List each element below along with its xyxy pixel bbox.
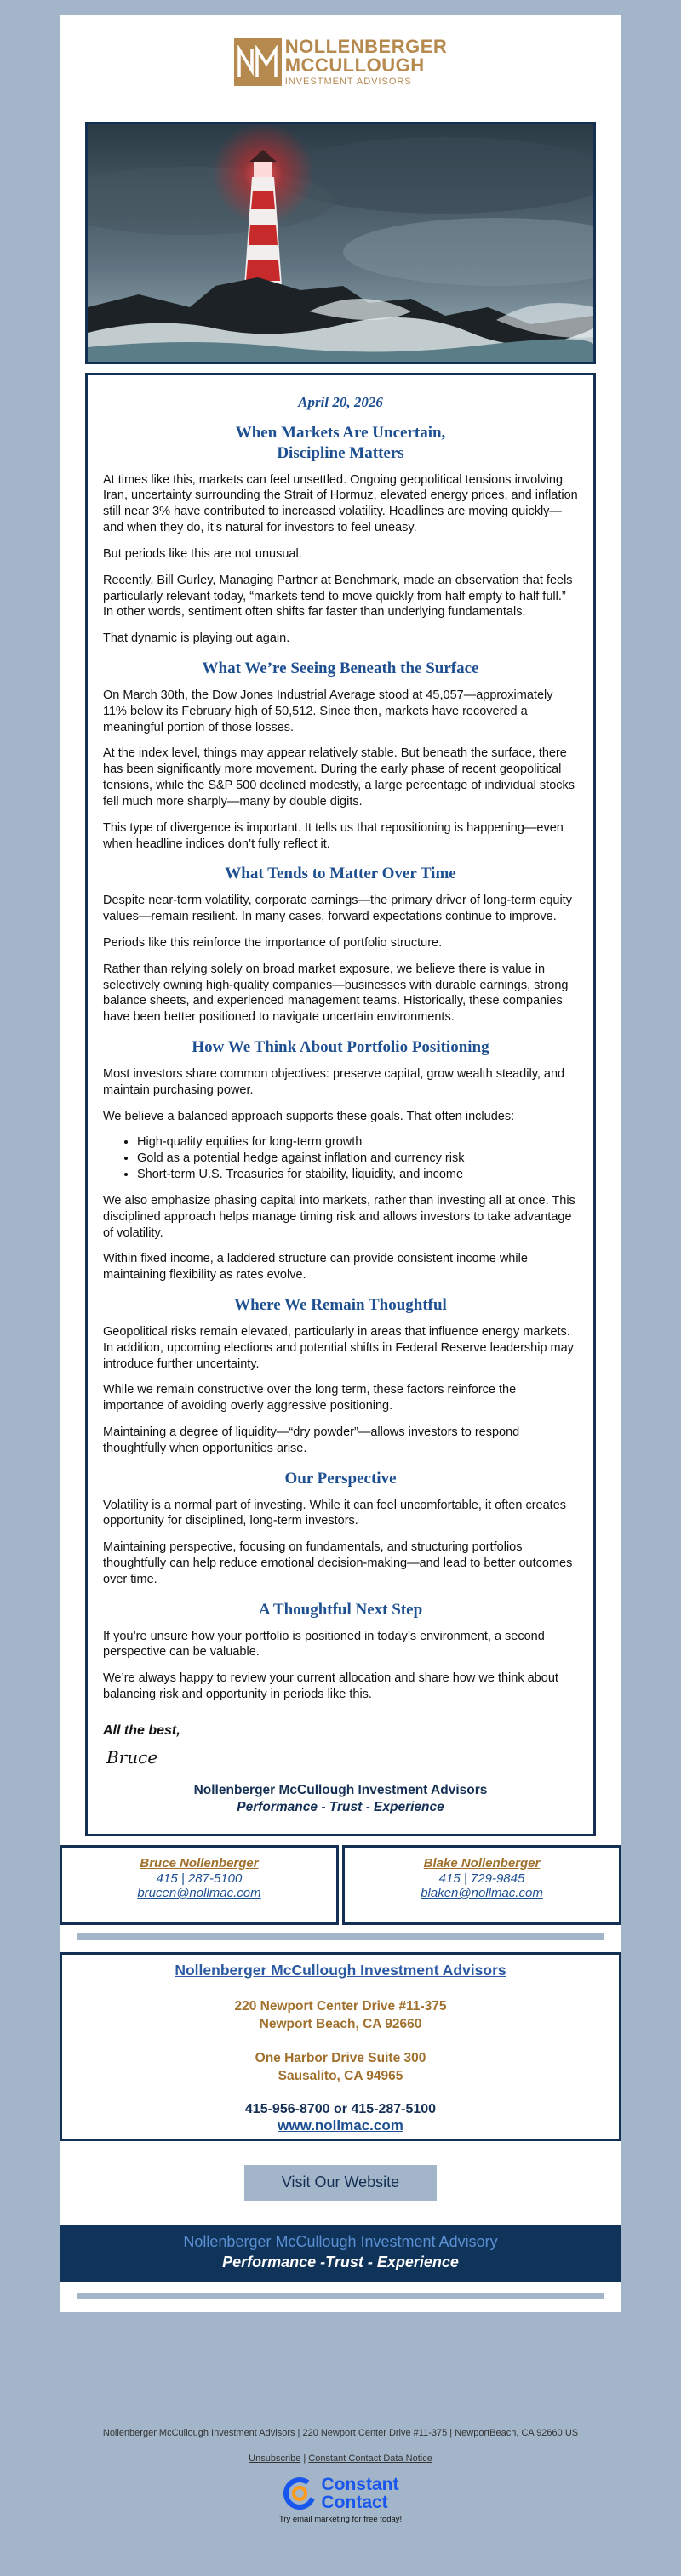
section-paragraph: If you’re unsure how your portfolio is positioned in today’s environment, a second perspective can be valuable. bbox=[103, 1629, 545, 1659]
office-1-city: Newport Beach, CA 92660 bbox=[259, 2016, 422, 2031]
divider bbox=[77, 1933, 604, 1940]
section-paragraph: Volatility is a normal part of investing. While it can feel uncomfortable, it often creates opportunity for disciplined, long-term investors. bbox=[103, 1498, 567, 1528]
contact-phone: 415 | 287-5100 bbox=[156, 1871, 243, 1886]
list-item: • High-quality equities for long-term growth bbox=[137, 1134, 578, 1151]
visit-website-button[interactable]: Visit Our Website bbox=[244, 2165, 437, 2201]
allocation-list bbox=[103, 1134, 578, 1183]
section-paragraph: Most investors share common objectives: preserve capital, grow wealth steadily, and maintain purchasing power. bbox=[103, 1066, 565, 1097]
logo-line-2: MCCULLOUGH bbox=[284, 54, 425, 76]
footer-firm-link[interactable]: Nollenberger McCullough Investment Advisory bbox=[183, 2232, 498, 2250]
logo-line-1: NOLLENBERGER bbox=[284, 36, 448, 57]
office-phones: 415-956-8700 or 415-287-5100 bbox=[244, 2101, 437, 2116]
newsletter-article bbox=[85, 373, 596, 1836]
constant-contact-logo[interactable] bbox=[0, 2476, 681, 2511]
section-paragraph: We believe a balanced approach supports these goals. That often includes: bbox=[103, 1109, 515, 1123]
section-heading-remain-thoughtful: Where We Remain Thoughtful bbox=[234, 1296, 447, 1315]
list-item: • Gold as a potential hedge against inflation and currency risk bbox=[137, 1151, 578, 1167]
section-paragraph: This type of divergence is important. It tells us that repositioning is happening—even when headline indices don’t fully reflect it. bbox=[103, 820, 564, 851]
signature: Bruce bbox=[106, 1746, 158, 1768]
section-heading-our-perspective: Our Perspective bbox=[284, 1469, 397, 1488]
logo-line-3: INVESTMENT ADVISORS bbox=[284, 77, 412, 87]
section-paragraph: We’re always happy to review your current allocation and share how we think about balancing risk and opportunity in periods like this. bbox=[103, 1671, 558, 1702]
section-paragraph: Geopolitical risks remain elevated, particularly in areas that influence energy markets. In addition, upcoming elections and potential shifts in Federal Reserve leadership may introduce further uncertainty. bbox=[103, 1324, 574, 1371]
section-paragraph: Despite near-term volatility, corporate earnings—the primary driver of long-term equity values—remain resilient. In many cases, forward expectations continue to improve. bbox=[103, 894, 572, 924]
section-paragraph: Within fixed income, a laddered structure can provide consistent income while maintaining flexibility as rates evolve. bbox=[103, 1252, 528, 1282]
constant-contact-wordmark bbox=[322, 2476, 399, 2511]
newsletter-date: April 20, 2026 bbox=[298, 394, 383, 410]
address-block bbox=[60, 1952, 621, 2141]
constant-contact-footer bbox=[0, 2427, 681, 2524]
firm-tagline: Performance - Trust - Experience bbox=[237, 1799, 444, 1814]
brand-line-1: Constant bbox=[321, 2474, 399, 2494]
contact-name-link[interactable]: Blake Nollenberger bbox=[423, 1855, 541, 1871]
header-logo-area bbox=[60, 15, 621, 109]
try-free-text: Try email marketing for free today! bbox=[278, 2514, 403, 2524]
divider bbox=[77, 2293, 604, 2299]
nm-monogram-icon bbox=[234, 38, 282, 86]
brand-line-2: Contact bbox=[321, 2492, 388, 2512]
intro-paragraph: Recently, Bill Gurley, Managing Partner at Benchmark, made an observation that feels particularly relevant today, “markets tend to move quickly from half empty to half full.” In other words, sentiment often shifts far faster than underlying fundamentals. bbox=[103, 573, 573, 620]
constant-contact-icon bbox=[283, 2476, 317, 2510]
hero-image bbox=[85, 122, 596, 364]
sender-address: Nollenberger McCullough Investment Advisors | 220 Newport Center Drive #11-375 | NewportBeach, CA 92660 US bbox=[102, 2428, 579, 2438]
office-2-city: Sausalito, CA 94965 bbox=[278, 2068, 403, 2083]
org-name-link[interactable]: Nollenberger McCullough Investment Advisors bbox=[175, 1961, 506, 1979]
section-paragraph: Periods like this reinforce the importance of portfolio structure. bbox=[103, 935, 443, 950]
visit-button-area bbox=[60, 2141, 621, 2225]
intro-paragraph: That dynamic is playing out again. bbox=[103, 631, 290, 646]
article-title bbox=[103, 423, 578, 464]
contact-card-blake bbox=[342, 1845, 621, 1925]
firm-name: Nollenberger McCullough Investment Advisors bbox=[193, 1782, 488, 1797]
website-link[interactable]: www.nollmac.com bbox=[278, 2116, 403, 2133]
section-paragraph: Rather than relying solely on broad market exposure, we believe there is value in selectively owning high-quality companies—businesses with durable earnings, strong balance sheets, and experienced management teams. Historically, these companies have been better positioned to navigate uncertain environments. bbox=[103, 962, 569, 1025]
intro-paragraph: But periods like this are not unusual. bbox=[103, 546, 302, 561]
contact-card-bruce bbox=[60, 1845, 339, 1925]
logo-wordmark bbox=[285, 37, 448, 87]
intro-paragraph: At times like this, markets can feel unsettled. Ongoing geopolitical tensions involving Iran, uncertainty surrounding the Strait of Hormuz, elevated energy prices, and inflation still near 3% have contributed to increased volatility. Headlines are moving quickly—and when they do, it’s natural for investors to feel uneasy. bbox=[103, 472, 578, 535]
signoff: All the best, bbox=[103, 1722, 180, 1738]
article-title-line-2: Discipline Matters bbox=[277, 443, 404, 462]
office-2-street: One Harbor Drive Suite 300 bbox=[255, 2050, 426, 2065]
section-paragraph: Maintaining perspective, focusing on fundamentals, and structuring portfolios thoughtfully can help reduce emotional decision-making—and lead to better outcomes over time. bbox=[103, 1540, 573, 1586]
link-separator: | bbox=[303, 2453, 306, 2464]
footer-band bbox=[60, 2225, 621, 2282]
office-1-street: 220 Newport Center Drive #11-375 bbox=[234, 1998, 447, 2013]
section-heading-matter-over-time: What Tends to Matter Over Time bbox=[225, 865, 456, 883]
contact-phone: 415 | 729-9845 bbox=[438, 1871, 525, 1886]
list-item: • Short-term U.S. Treasuries for stability, liquidity, and income bbox=[137, 1167, 578, 1183]
contact-email-link[interactable]: brucen@nollmac.com bbox=[137, 1885, 261, 1900]
unsubscribe-link[interactable]: Unsubscribe bbox=[249, 2453, 301, 2464]
section-heading-portfolio-positioning: How We Think About Portfolio Positioning bbox=[192, 1038, 489, 1057]
email-body bbox=[60, 15, 621, 2312]
contact-cards bbox=[60, 1845, 621, 1925]
section-paragraph: At the index level, things may appear relatively stable. But beneath the surface, there has been significantly more movement. During the early phase of recent geopolitical tensions, while the S&P 500 declined modestly, a large percentage of individual stocks fell much more sharply—many by double digits. bbox=[103, 746, 575, 808]
section-paragraph: On March 30th, the Dow Jones Industrial Average stood at 45,057—approximately 11% below its February high of 50,512. Since then, markets have recovered a meaningful portion of those losses. bbox=[103, 688, 553, 734]
footer-links bbox=[0, 2453, 681, 2464]
contact-email-link[interactable]: blaken@nollmac.com bbox=[421, 1885, 543, 1900]
spacer bbox=[62, 2034, 619, 2050]
company-logo[interactable] bbox=[234, 37, 448, 87]
section-paragraph: While we remain constructive over the long term, these factors reinforce the importance of avoiding overly aggressive positioning. bbox=[103, 1383, 517, 1414]
section-paragraph: Maintaining a degree of liquidity—“dry powder”—allows investors to respond thoughtfully when opportunities arise. bbox=[103, 1425, 520, 1455]
data-notice-link[interactable]: Constant Contact Data Notice bbox=[308, 2453, 432, 2464]
bottom-padding bbox=[60, 2282, 621, 2312]
section-heading-next-step: A Thoughtful Next Step bbox=[258, 1600, 423, 1619]
article-title-line-1: When Markets Are Uncertain, bbox=[235, 424, 446, 442]
section-heading-beneath-surface: What We’re Seeing Beneath the Surface bbox=[202, 660, 479, 678]
footer-tagline: Performance -Trust - Experience bbox=[222, 2253, 459, 2270]
section-paragraph: We also emphasize phasing capital into markets, rather than investing all at once. This disciplined approach helps manage timing risk and allows investors to take advantage of volatility. bbox=[103, 1193, 575, 1240]
lighthouse-storm-image bbox=[88, 124, 593, 362]
contact-name-link[interactable]: Bruce Nollenberger bbox=[140, 1855, 259, 1871]
